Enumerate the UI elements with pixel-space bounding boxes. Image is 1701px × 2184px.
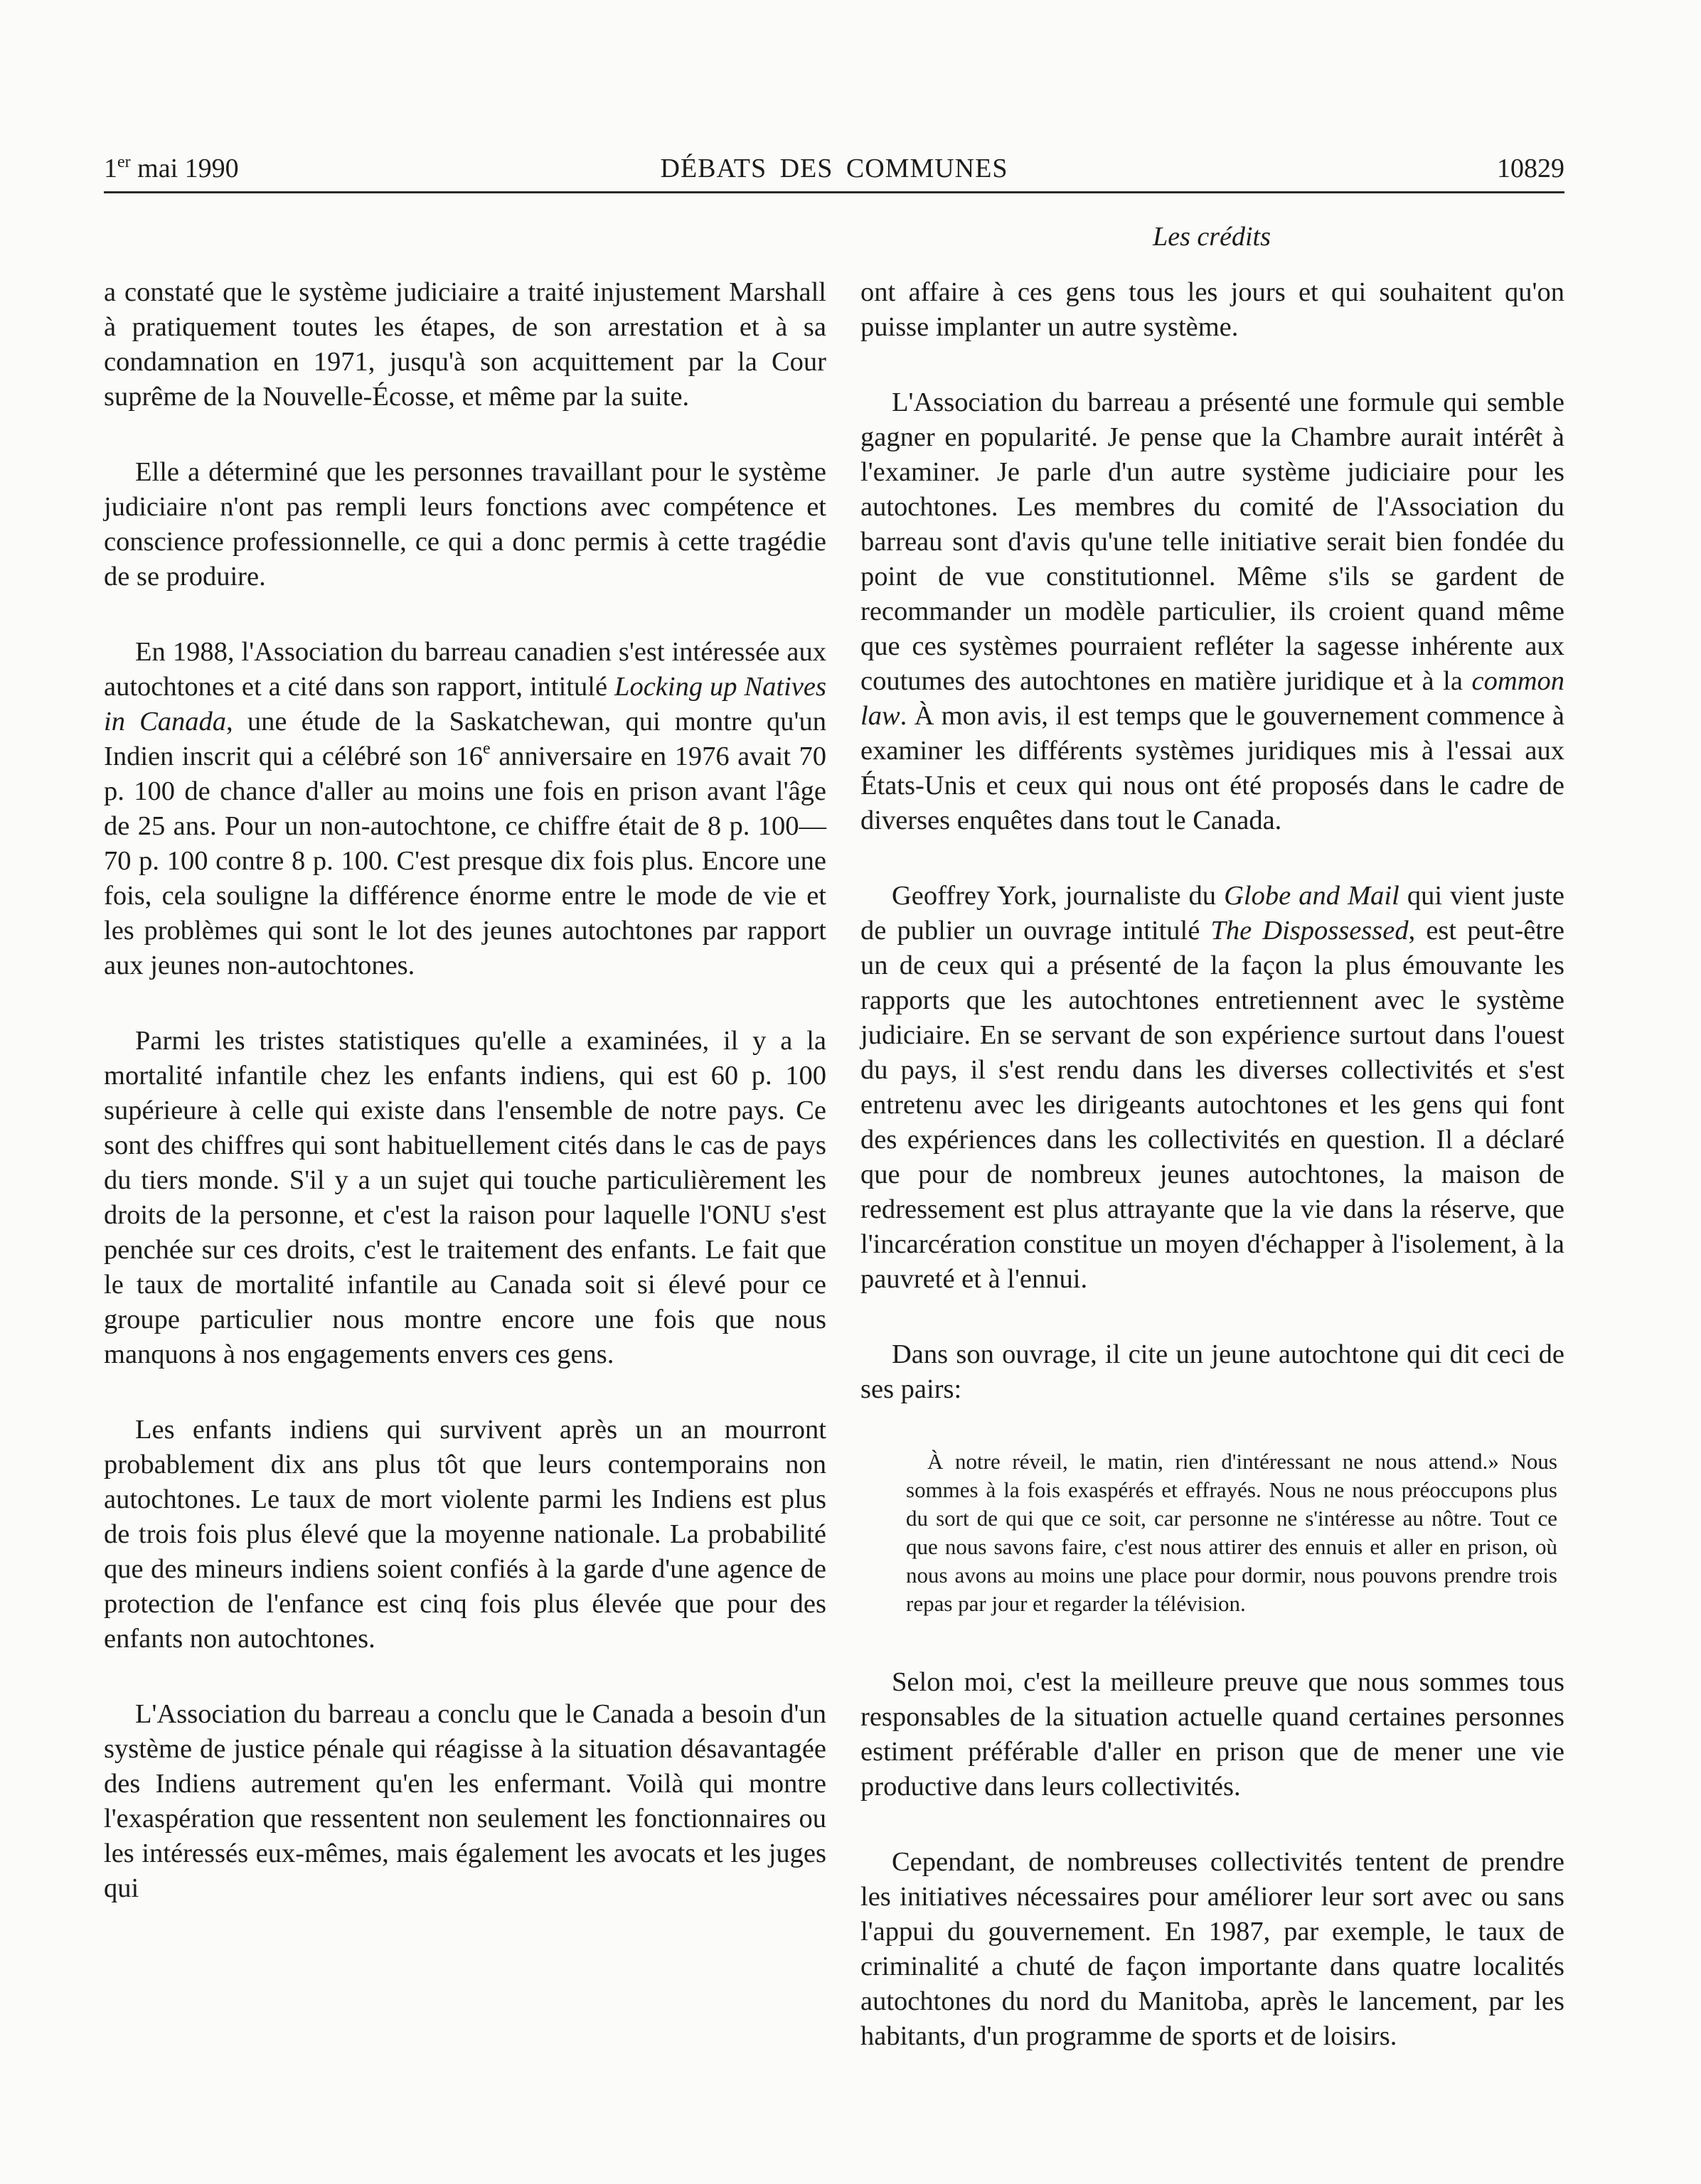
header-title: DÉBATS DES COMMUNES (660, 154, 1008, 183)
paragraph: En 1988, l'Association du barreau canadien s'est intéressée aux autochtones et a cité dans son rapport, intitulé Locking up Natives in Canada, une étude de la Saskatchewan, qui montre qu'un Indien inscrit qui a célébré son 16e anniversaire en 1976 avait 70 p. 100 de chance d'aller au moins une fois en prison avant l'âge de 25 ans. Pour un non-autochtone, ce chiffre était de 8 p. 100—70 p. 100 contre 8 p. 100. C'est presque dix fois plus. Encore une fois, cela souligne la différence énorme entre le mode de vie et les problèmes qui sont le lot des jeunes autochtones par rapport aux jeunes non-autochtones. (104, 637, 827, 980)
report-title: Locking up Natives in Canada (104, 672, 826, 737)
paragraph: L'Association du barreau a présenté une formule qui semble gagner en popularité. Je pense que la Chambre aurait intérêt à l'examiner. Je parle d'un autre système judiciaire pour les autochtones. Les membres du comité de l'Association du barreau sont d'avis qu'une telle initiative serait bien fondée du point de vue constitutionnel. Même s'ils se gardent de recommander un modèle particulier, ils croient quand même que ces systèmes pourraient refléter la sagesse inhérente aux coutumes des autochtones en matière juridique et à la common law. À mon avis, il est temps que le gouvernement commence à examiner les différents systèmes juridiques mis à l'essai aux États-Unis et ceux qui nous ont été proposés dans le cadre de diverses enquêtes dans tout le Canada. (860, 387, 1564, 835)
italic-term: common law (860, 666, 1564, 731)
section-title: Les crédits (1153, 222, 1271, 252)
paragraph: Selon moi, c'est la meilleure preuve que nous sommes tous responsables de la situation actuelle quand certaines personnes estiment préférable d'aller en prison que de mener une vie productive dans leurs collectivités. (860, 1667, 1564, 1802)
page-header (104, 146, 1564, 193)
page-number: 10829 (1497, 154, 1564, 183)
block-quote: À notre réveil, le matin, rien d'intéressant ne nous attend.» Nous sommes à la fois exaspérés et effrayés. Nous ne nous préoccupons plus du sort de qui que ce soit, car personne ne s'intéresse au nôtre. Tout ce que nous savons faire, c'est nous attirer des ennuis et aller en prison, où nous avons au moins une place pour dormir, nous pouvons prendre trois repas par jour et regarder la télévision. (906, 1449, 1557, 1616)
left-column (104, 275, 826, 1947)
header-date: 1er mai 1990 (104, 153, 239, 183)
book-title: The Dispossessed (1210, 916, 1409, 946)
right-column (860, 275, 1564, 2094)
newspaper-title: Globe and Mail (1224, 881, 1399, 911)
paragraph: Geoffrey York, journaliste du Globe and Mail qui vient juste de publier un ouvrage intitulé The Dispossessed, est peut-être un de ceux qui a présenté de la façon la plus émouvante les rapports que les autochtones entretiennent avec le système judiciaire. En se servant de son expérience surtout dans l'ouest du pays, il s'est rendu dans les diverses collectivités et s'est entretenu avec les dirigeants autochtones et les gens qui font des expériences dans les collectivités en question. Il a déclaré que pour de nombreux jeunes autochtones, la maison de redressement est plus attrayante que la vie dans la réserve, que l'incarcération constitue un moyen d'échapper à l'isolement, à la pauvreté et à l'ennui. (860, 881, 1564, 1294)
paragraph: a constaté que le système judiciaire a traité injustement Marshall à pratiquement toutes les étapes, de son arrestation et à sa condamnation en 1971, jusqu'à son acquittement par la Cour suprême de la Nouvelle-Écosse, et même par la suite. (104, 277, 826, 412)
paragraph: Les enfants indiens qui survivent après un an mourront probablement dix ans plus tôt que leurs contemporains non autochtones. Le taux de mort violente parmi les Indiens est plus de trois fois plus élevé que la moyenne nationale. La probabilité que des mineurs indiens soient confiés à la garde d'une agence de protection de l'enfance est cinq fois plus élevée que pour des enfants non autochtones. (104, 1415, 826, 1654)
paragraph: Cependant, de nombreuses collectivités tentent de prendre les initiatives nécessaires pour améliorer leur sort avec ou sans l'appui du gouvernement. En 1987, par exemple, le taux de criminalité a chuté de façon importante dans quatre localités autochtones du nord du Manitoba, après le lancement, par les habitants, d'un programme de sports et de loisirs. (860, 1847, 1564, 2051)
paragraph: Dans son ouvrage, il cite un jeune autochtone qui dit ceci de ses pairs: (860, 1339, 1564, 1404)
paragraph: L'Association du barreau a conclu que le Canada a besoin d'un système de justice pénale qui réagisse à la situation désavantagée des Indiens autrement qu'en les enfermant. Voilà qui montre l'exaspération que ressentent non seulement les fonctionnaires ou les intéressés eux-mêmes, mais également les avocats et les juges qui (104, 1699, 826, 1903)
paragraph: Parmi les tristes statistiques qu'elle a examinées, il y a la mortalité infantile chez les enfants indiens, qui est 60 p. 100 supérieure à celle qui existe dans l'ensemble de notre pays. Ce sont des chiffres qui sont habituellement cités dans le cas de pays du tiers monde. S'il y a un sujet qui touche particulièrement les droits de la personne, et c'est la raison pour laquelle l'ONU s'est penchée sur ces droits, c'est le traitement des enfants. Le fait que le taux de mortalité infantile au Canada soit si élevé pour ce groupe particulier nous montre encore une fois que nous manquons à nos engagements envers ces gens. (104, 1026, 826, 1369)
paragraph: ont affaire à ces gens tous les jours et qui souhaitent qu'on puisse implanter un autre système. (860, 277, 1564, 342)
paragraph: Elle a déterminé que les personnes travaillant pour le système judiciaire n'ont pas rempli leurs fonctions avec compétence et conscience professionnelle, ce qui a donc permis à cette tragédie de se produire. (104, 457, 826, 592)
